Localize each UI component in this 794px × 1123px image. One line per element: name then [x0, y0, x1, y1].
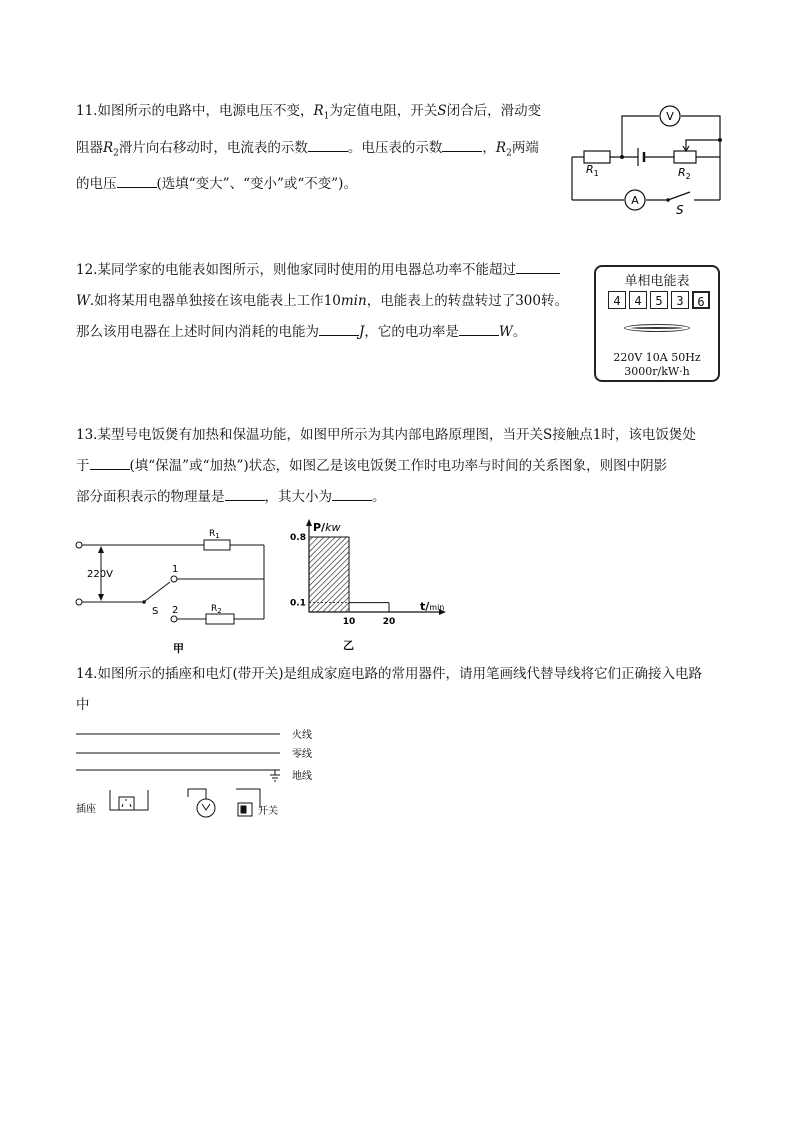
text: 的电压	[76, 176, 117, 193]
text: ，它的电功率是	[364, 324, 459, 340]
answer-blank[interactable]	[442, 136, 482, 152]
q13-line-2	[76, 451, 696, 482]
answer-blank[interactable]	[225, 485, 265, 501]
energy-meter	[594, 265, 720, 382]
answer-blank[interactable]	[459, 320, 499, 336]
text: 中	[76, 697, 90, 713]
text: 闭合后，滑动变	[446, 103, 542, 119]
number: 300	[515, 293, 541, 309]
text: 为定值电阻，开关	[329, 103, 438, 119]
text: 。	[512, 324, 527, 340]
sub: 2	[113, 148, 119, 159]
figure-caption-jia: 甲	[173, 642, 184, 655]
meter-spec-constant: 3000r/kW·h	[624, 365, 690, 378]
text: 阻器	[76, 139, 103, 156]
unit: W	[498, 324, 513, 340]
q13-power-time-chart	[288, 516, 448, 658]
switch-label: 开关	[258, 806, 278, 817]
switch-icon[interactable]	[238, 803, 252, 816]
answer-blank[interactable]	[332, 485, 372, 501]
r1-label: $R_1$	[209, 529, 220, 540]
question-13	[76, 420, 696, 513]
meter-digit: 3	[671, 291, 689, 309]
r2-label: $R_2$	[678, 166, 691, 181]
voltmeter-label: V	[666, 110, 674, 123]
var-r2: R	[495, 139, 507, 156]
text: 转。	[540, 293, 568, 309]
text: 如图所示的插座和电灯(带开关)是组成家庭电路的常用器件，请用笔画线代替导线将它们正确接入电路	[97, 666, 703, 682]
q11-line-1	[76, 96, 541, 133]
answer-blank[interactable]	[308, 136, 348, 152]
y-axis-label: P/kw	[313, 521, 341, 534]
lamp-icon[interactable]	[197, 799, 215, 817]
text: 某同学家的电能表如图所示，则他家同时使用的用电器总功率不能超过	[97, 262, 516, 278]
answer-blank[interactable]	[117, 172, 157, 188]
text: .如将某用电器单独接在该电能表上工作	[89, 293, 324, 309]
x-tick-20: 20	[382, 617, 396, 627]
text: 那么该用电器在上述时间内消耗的电能为	[76, 324, 319, 340]
var-r1: R	[313, 103, 324, 119]
contact-2-label: 2	[172, 605, 179, 616]
answer-blank[interactable]	[319, 320, 359, 336]
number: 10	[323, 293, 341, 309]
var-r2: R	[103, 139, 114, 156]
q13-line-1	[76, 420, 696, 451]
q13-circuit-diagram	[70, 522, 280, 658]
text: (选填“变大”、“变小”或“不变”)。	[156, 176, 357, 193]
text: (填“保温”或“加热”)状态，如图乙是该电饭煲工作时电功率与时间的关系图象，则图中阴影	[129, 458, 668, 474]
socket-icon[interactable]	[110, 790, 148, 810]
y-tick-0.1: 0.1	[290, 598, 306, 609]
ground-wire-label: 地线	[292, 771, 312, 782]
text: 滑片向右移动时，电流表的示数	[118, 139, 308, 156]
q12-line-1	[76, 255, 568, 286]
junction-dot	[718, 138, 722, 142]
switch-label: S	[676, 203, 684, 217]
unit: min	[340, 293, 367, 309]
text: 两端	[511, 139, 539, 156]
r2-label: $R_2$	[211, 604, 222, 615]
meter-spec-rating: 220V 10A 50Hz	[613, 351, 701, 364]
q14-line-2	[76, 690, 702, 721]
text: ，	[482, 139, 496, 156]
switch-pivot	[666, 198, 670, 202]
question-11	[76, 96, 541, 200]
q12-line-2	[76, 286, 568, 317]
live-wire-label: 火线	[292, 730, 312, 741]
meter-disk	[624, 324, 690, 332]
x-tick-10: 10	[342, 617, 356, 627]
text: 部分面积表示的物理量是	[76, 489, 225, 505]
switch-label: S	[152, 606, 159, 617]
question-number: 13.	[76, 427, 98, 443]
question-12	[76, 255, 568, 348]
text: ，电能表上的转盘转过了	[366, 293, 516, 309]
q14-line-1	[76, 659, 702, 690]
meter-digit: 4	[629, 291, 647, 309]
r1-label: $R_1$	[586, 163, 599, 178]
q12-line-3	[76, 317, 568, 348]
figure-caption-yi: 乙	[343, 639, 354, 652]
meter-digit: 4	[608, 291, 626, 309]
y-axis-arrow	[306, 519, 312, 526]
y-tick-0.8: 0.8	[290, 533, 306, 543]
text: 某型号电饭煲有加热和保温功能，如图甲所示为其内部电路原理图，当开关S接触点1时，该电饭煲处	[97, 427, 696, 443]
question-number: 14.	[76, 666, 98, 682]
text: ，其大小为	[264, 489, 332, 505]
voltage-label: 220V	[87, 569, 113, 580]
meter-digits	[608, 291, 713, 309]
socket-label: 插座	[76, 804, 96, 815]
unit: J	[359, 324, 365, 340]
sub: 1	[323, 111, 330, 122]
meter-digit-decimal: 6	[692, 291, 710, 309]
x-axis-label: t/min	[420, 600, 445, 613]
text: 如图所示的电路中，电源电压不变，	[97, 103, 314, 119]
q11-line-2	[76, 133, 541, 170]
text: 。	[372, 489, 386, 505]
var-s: S	[437, 103, 447, 119]
q13-line-3	[76, 482, 696, 513]
question-number: 12.	[76, 262, 98, 278]
text: 。电压表的示数	[347, 139, 443, 156]
answer-blank[interactable]	[516, 258, 560, 274]
question-14	[76, 659, 702, 721]
meter-title: 单相电能表	[624, 274, 690, 289]
question-number: 11.	[76, 103, 98, 119]
junction-dot	[620, 155, 624, 159]
answer-blank[interactable]	[90, 454, 130, 470]
neutral-wire-label: 零线	[292, 749, 312, 760]
meter-digit: 5	[650, 291, 668, 309]
q11-line-3	[76, 169, 541, 200]
shaded-energy-area	[309, 537, 349, 612]
ammeter-label: A	[631, 194, 639, 207]
text: 于	[76, 458, 90, 474]
q11-circuit-diagram	[566, 100, 736, 220]
sub: 2	[506, 148, 512, 159]
q14-wiring-diagram	[70, 722, 330, 826]
contact-1-label: 1	[172, 564, 179, 575]
unit: W	[76, 293, 90, 309]
